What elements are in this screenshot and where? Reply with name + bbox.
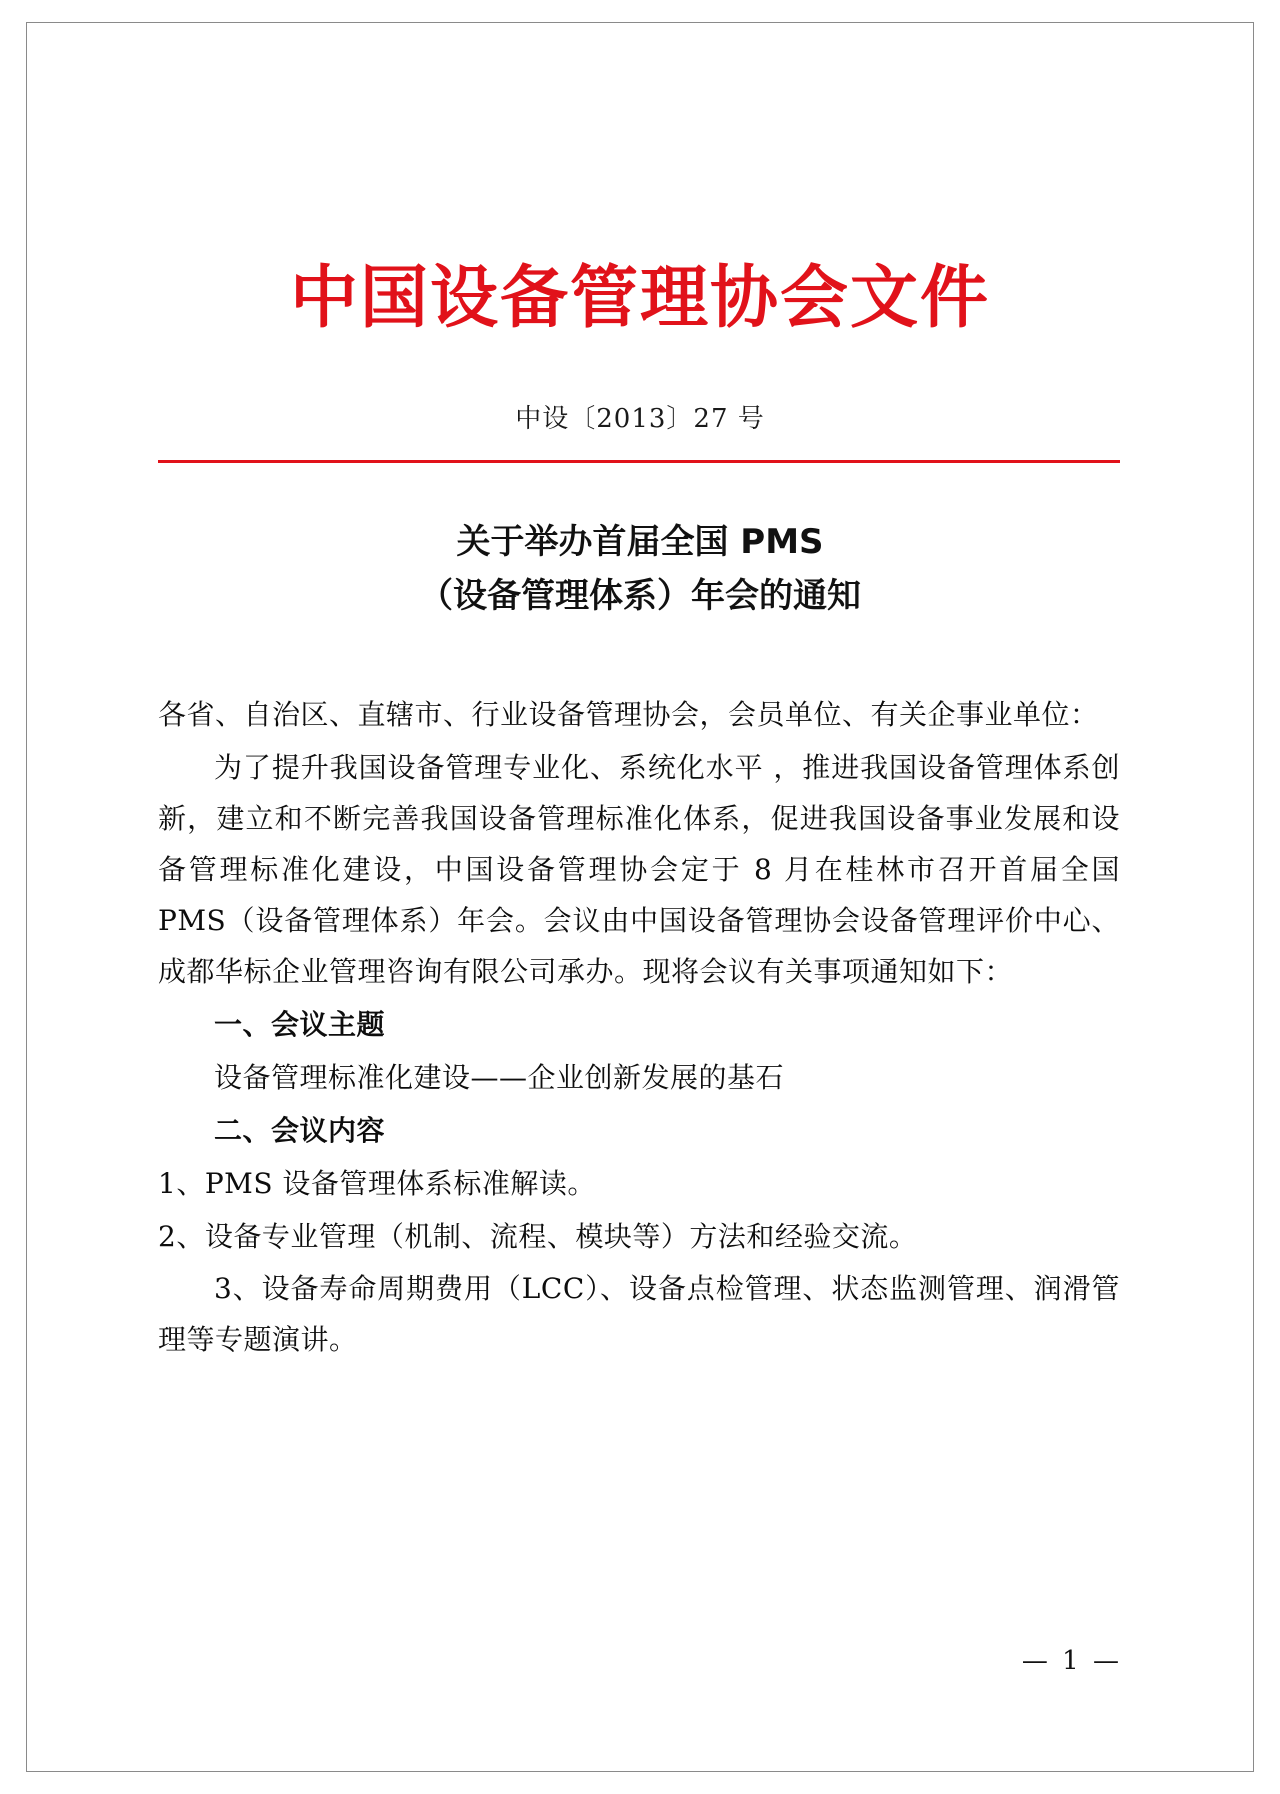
- subject-line-2: （设备管理体系）年会的通知: [419, 576, 861, 617]
- section-1-text: 设备管理标准化建设——企业创新发展的基石: [214, 1060, 785, 1094]
- addressee-line: 各省、自治区、直辖市、行业设备管理协会，会员单位、有关企事业单位：: [158, 698, 1099, 731]
- section-2-item-1: 1、PMS 设备管理体系标准解读。: [158, 1166, 596, 1200]
- subject-line-1: 关于举办首届全国 PMS: [456, 522, 824, 562]
- document-content: [150, 0, 1130, 1794]
- section-2-heading: 二、会议内容: [214, 1113, 386, 1147]
- document-subject: [150, 515, 1130, 624]
- body-paragraph-1: 为了提升我国设备管理专业化、系统化水平 ，推进我国设备管理体系创新，建立和不断完善我国设备管理标准化体系，促进我国设备事业发展和设备管理标准化建设，中国设备管理协会定于 8 月在桂林市召开首届全国 PMS（设备管理体系）年会。会议由中国设备管理协会设备管理评价中心、成都华标企业管理咨询有限公司承办。现将会议有关事项通知如下：: [158, 750, 1120, 988]
- section-1-heading: 一、会议主题: [214, 1007, 386, 1041]
- section-2-item-3: 3、设备寿命周期费用（LCC）、设备点检管理、状态监测管理、润滑管理等专题演讲。: [158, 1272, 1120, 1357]
- document-number: 中设〔2013〕27 号: [515, 404, 765, 434]
- red-divider-rule: [158, 460, 1120, 463]
- organization-title: 中国设备管理协会文件: [289, 259, 990, 338]
- page-number: — 1 —: [1021, 1646, 1122, 1676]
- document-body: [158, 690, 1120, 1368]
- section-2-item-2: 2、设备专业管理（机制、流程、模块等）方法和经验交流。: [158, 1219, 918, 1253]
